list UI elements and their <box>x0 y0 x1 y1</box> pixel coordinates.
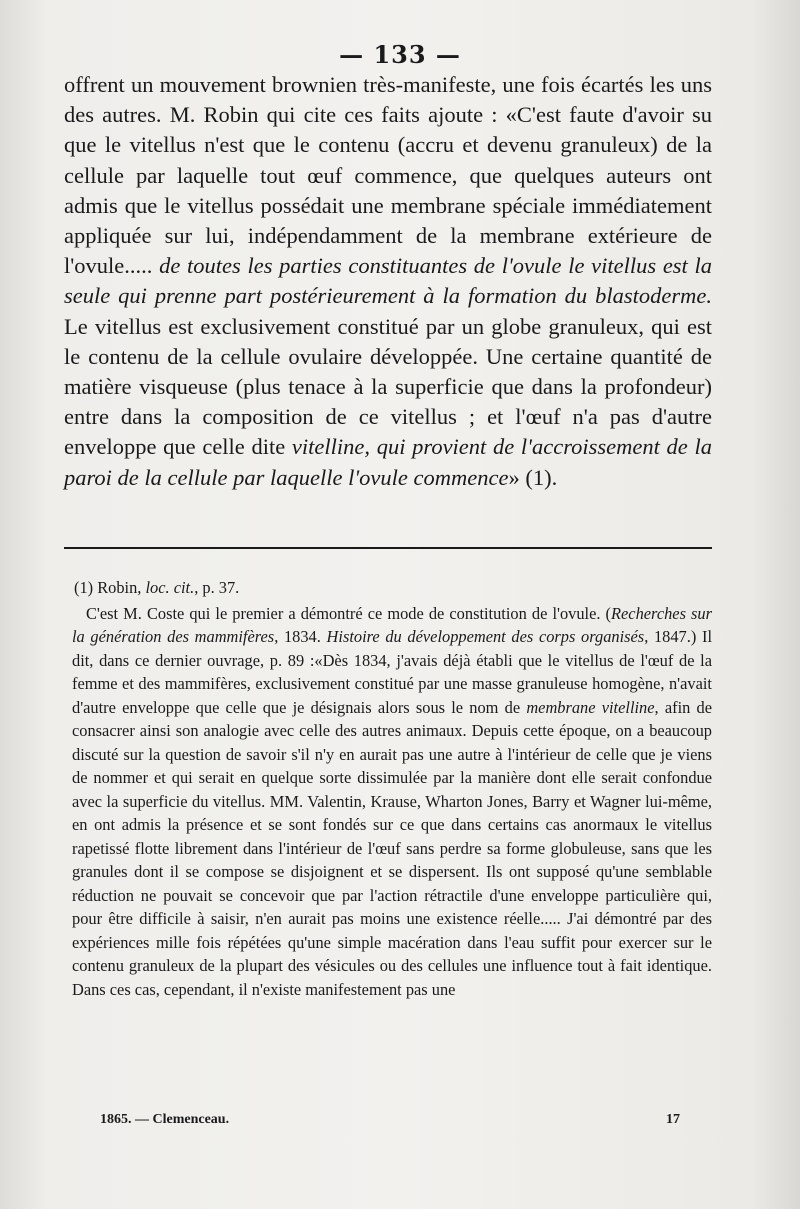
footnote-italic: Recherches sur la génération des mammifères <box>72 603 712 646</box>
footer-signature: 1865. — Clemenceau. <box>100 1112 230 1127</box>
main-italic-quote: vitelline, qui provient de l'accroissement de la paroi de la cellule par laquelle l'ovule commence <box>64 434 712 490</box>
footnote-text: (1) Robin, <box>74 578 146 597</box>
footnotes <box>72 576 712 1001</box>
footnote-text: , p. 37. <box>194 578 240 597</box>
main-text-segment: offrent un mouvement brownien très-manifeste, une fois écartés les uns des autres. M. Robin qui cite ces faits ajoute : «C'est faute d'avoir su que le vitellus n'est que le contenu (accru et devenu granuleux) de la cellule par laquelle tout œuf commence, que quelques auteurs ont admis que le vitellus possédait une membrane spéciale immédiatement appliquée sur lui, indépendamment de la membrane extérieure de l'ovule..... <box>64 72 712 279</box>
footer-sheet-number: 17 <box>666 1112 680 1127</box>
main-text <box>64 70 712 493</box>
footnote-italic: membrane vitelline <box>526 697 655 717</box>
page-number: — 133 — <box>339 40 461 69</box>
main-italic-quote: de toutes les parties constituantes de l'ovule le vitellus est la seule qui prenne part postérieurement à la formation du blastoderme. <box>64 253 713 309</box>
footnote-separator <box>64 547 712 549</box>
footnote-text: , 1834. <box>274 627 327 646</box>
main-text-segment: » (1). <box>508 464 558 490</box>
footnote-text: C'est M. Coste qui le premier a démontré ce mode de constitution de l'ovule. ( <box>86 603 612 623</box>
footnote-text: , afin de consacrer ainsi son analogie avec celle des autres animaux. Depuis cette époque, on a beaucoup discuté sur la question de savoir s'il n'y en aurait pas une autre à l'intérieur de celle que je viens de nommer et qui serait en quelque sorte dissimulée par la manière dont elle serait confondue avec la superficie du vitellus. MM. Valentin, Krause, Wharton Jones, Barry et Wagner lui-même, en ont admis la présence et se sont fondés sur ce que dans certains cas anormaux le vitellus rapetissé flotte librement dans l'intérieur de l'œuf sans perdre sa forme globuleuse, sans que les granules dont il se compose se disjoignent et se dispersent. Ils ont supposé qu'une semblable réduction ne pouvait se concevoir que par l'action rétractile d'une enveloppe particulière qui, pour être difficile à saisir, n'en aurait pas moins une existence réelle..... J'ai démontré par des expériences mille fois répétées qu'une simple macération dans l'eau suffit pour exercer sur le contenu granuleux de la plupart des vésicules ou des cellules une influence tout à fait identique. Dans ces cas, cependant, il n'existe manifestement pas une <box>72 697 713 999</box>
footnote-reference <box>72 576 712 600</box>
main-paragraph <box>64 70 712 493</box>
footnote-italic: Histoire du développement des corps organisés <box>326 627 645 646</box>
main-text-segment: Le vitellus est exclusivement constitué par un globe granuleux, qui est le contenu de la cellule ovulaire développée. Une certaine quantité de matière visqueuse (plus tenace à la superficie que dans la profondeur) entre dans la composition de ce vitellus ; et l'œuf n'a pas d'autre enveloppe que celle dite <box>64 313 712 460</box>
footnote-text: , 1847.) Il dit, dans ce dernier ouvrage, p. 89 :«Dès 1834, j'avais déjà établi que le vitellus de l'œuf de la femme et des mammifères, exclusivement constitué par une masse granuleuse homogène, n'avait d'autre enveloppe que celle que je désignais alors sous le nom de <box>72 627 713 717</box>
footnote-body <box>72 602 712 1002</box>
footnote-italic: loc. cit. <box>145 578 195 597</box>
